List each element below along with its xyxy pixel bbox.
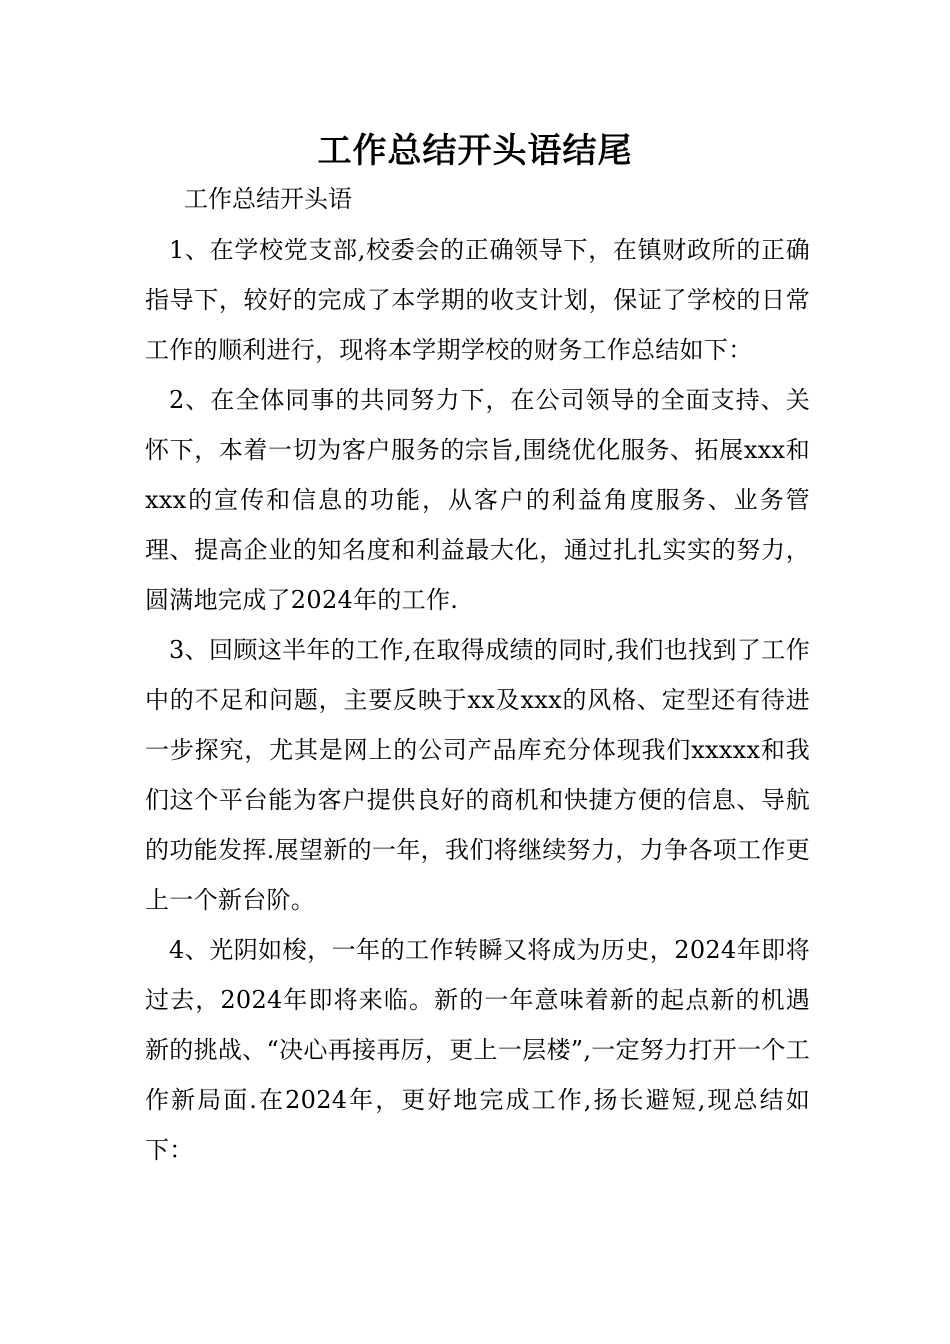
paragraph-1: 1、在学校党支部,校委会的正确领导下，在镇财政所的正确指导下，较好的完成了本学期的收支计划，保证了学校的日常工作的顺利进行，现将本学期学校的财务工作总结如下： (145, 236, 810, 364)
paragraph-3: 3、回顾这半年的工作,在取得成绩的同时,我们也找到了工作中的不足和问题，主要反映于xx及xxx的风格、定型还有待进一步探究，尤其是网上的公司产品库充分体现我们xxxxx和我们这个平台能为客户提供良好的商机和快捷方便的信息、导航的功能发挥.展望新的一年，我们将继续努力，力争各项工作更上一个新台阶。 (145, 636, 810, 914)
document-title: 工作总结开头语结尾 (317, 131, 633, 171)
document-body (145, 225, 810, 1175)
paragraph-4: 4、光阴如梭，一年的工作转瞬又将成为历史，2024年即将过去，2024年即将来临。新的一年意味着新的起点新的机遇新的挑战、“决心再接再厉，更上一层楼”,一定努力打开一个工作新局面.在2024年，更好地完成工作,扬长避短,现总结如下： (145, 936, 810, 1164)
document-subtitle: 工作总结开头语 (184, 185, 352, 213)
paragraph-2: 2、在全体同事的共同努力下，在公司领导的全面支持、关怀下，本着一切为客户服务的宗旨,围绕优化服务、拓展xxx和xxx的宣传和信息的功能，从客户的利益角度服务、业务管理、提高企业的知名度和利益最大化，通过扎扎实实的努力，圆满地完成了2024年的工作. (145, 386, 810, 614)
